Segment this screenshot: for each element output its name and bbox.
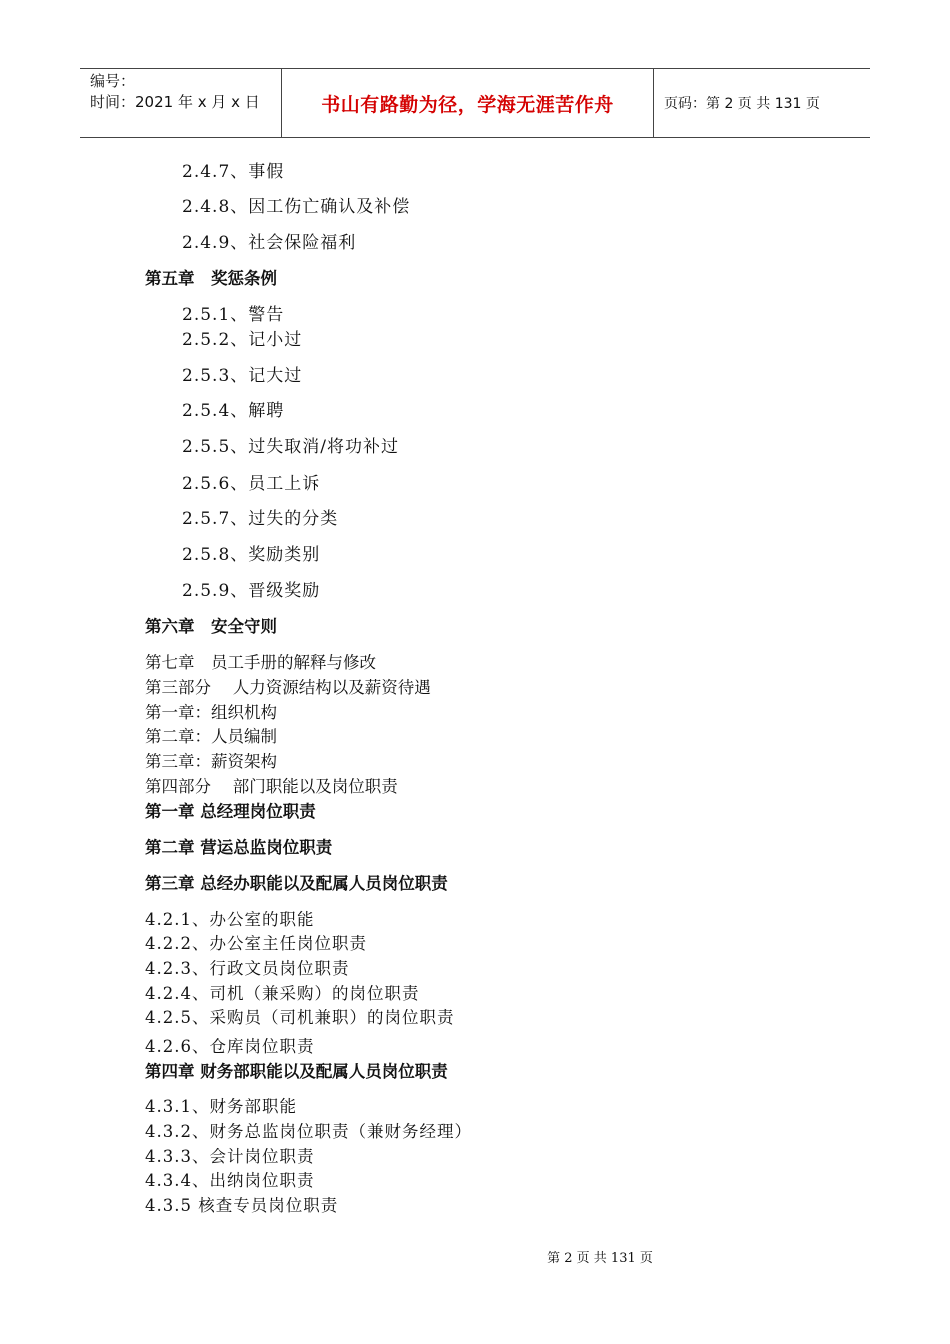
- toc-chapter-heading: 第二章：人员编制: [145, 727, 277, 746]
- toc-item: 2.5.7、过失的分类: [182, 509, 339, 529]
- toc-chapter-heading: 第五章 奖惩条例: [145, 269, 277, 288]
- toc-item: 2.4.7、事假: [182, 162, 285, 182]
- toc-item: 2.5.2、记小过: [182, 330, 303, 350]
- toc-item: 2.5.9、晋级奖励: [182, 581, 321, 601]
- toc-item: 4.2.4、司机（兼采购）的岗位职责: [145, 984, 420, 1003]
- toc-item: 2.5.5、过失取消/将功补过: [182, 437, 399, 457]
- toc-item: 4.3.3、会计岗位职责: [145, 1147, 315, 1166]
- toc-chapter-heading: 第三章：薪资架构: [145, 752, 277, 771]
- time-label: 时间：2021 年 x 月 x 日: [90, 93, 260, 111]
- toc-item: 4.2.3、行政文员岗位职责: [145, 959, 350, 978]
- toc-item: 4.2.2、办公室主任岗位职责: [145, 934, 367, 953]
- toc-item: 2.5.8、奖励类别: [182, 545, 321, 565]
- number-label: 编号：: [90, 72, 136, 90]
- footer-page-number: 第 2 页 共 131 页: [547, 1251, 653, 1266]
- toc-item: 4.3.5 核查专员岗位职责: [145, 1196, 339, 1215]
- toc-item: 4.3.4、出纳岗位职责: [145, 1171, 315, 1190]
- toc-chapter-heading: 第六章 安全守则: [145, 617, 277, 636]
- toc-chapter-heading: 第一章：组织机构: [145, 703, 277, 722]
- document-header: [80, 68, 870, 138]
- toc-chapter-heading: 第七章 员工手册的解释与修改: [145, 653, 376, 672]
- toc-item: 4.3.2、财务总监岗位职责（兼财务经理）: [145, 1122, 472, 1141]
- toc-item: 2.5.4、解聘: [182, 401, 285, 421]
- toc-chapter-heading: 第二章 营运总监岗位职责: [145, 838, 333, 857]
- toc-item: 2.4.9、社会保险福利: [182, 233, 357, 253]
- page-footer: [0, 1247, 950, 1266]
- header-slogan: 书山有路勤为径，学海无涯苦作舟: [282, 69, 654, 137]
- toc-chapter-heading: 第一章 总经理岗位职责: [145, 802, 316, 821]
- toc-chapter-heading: 第四章 财务部职能以及配属人员岗位职责: [145, 1062, 448, 1081]
- toc-item: 4.2.5、采购员（司机兼职）的岗位职责: [145, 1008, 455, 1027]
- header-meta: [80, 69, 282, 137]
- toc-item: 2.4.8、因工伤亡确认及补偿: [182, 197, 411, 217]
- header-page-label: 页码：第 2 页 共 131 页: [664, 96, 820, 112]
- toc-part-heading: 第三部分 人力资源结构以及薪资待遇: [145, 678, 431, 697]
- toc-item: 2.5.6、员工上诉: [182, 474, 321, 494]
- toc-item: 4.3.1、财务部职能: [145, 1097, 297, 1116]
- toc-item: 2.5.3、记大过: [182, 366, 303, 386]
- toc-item: 4.2.1、办公室的职能: [145, 910, 315, 929]
- toc-part-heading: 第四部分 部门职能以及岗位职责: [145, 777, 398, 796]
- toc-item: 4.2.6、仓库岗位职责: [145, 1037, 315, 1056]
- toc-item: 2.5.1、警告: [182, 305, 285, 325]
- toc-chapter-heading: 第三章 总经办职能以及配属人员岗位职责: [145, 874, 448, 893]
